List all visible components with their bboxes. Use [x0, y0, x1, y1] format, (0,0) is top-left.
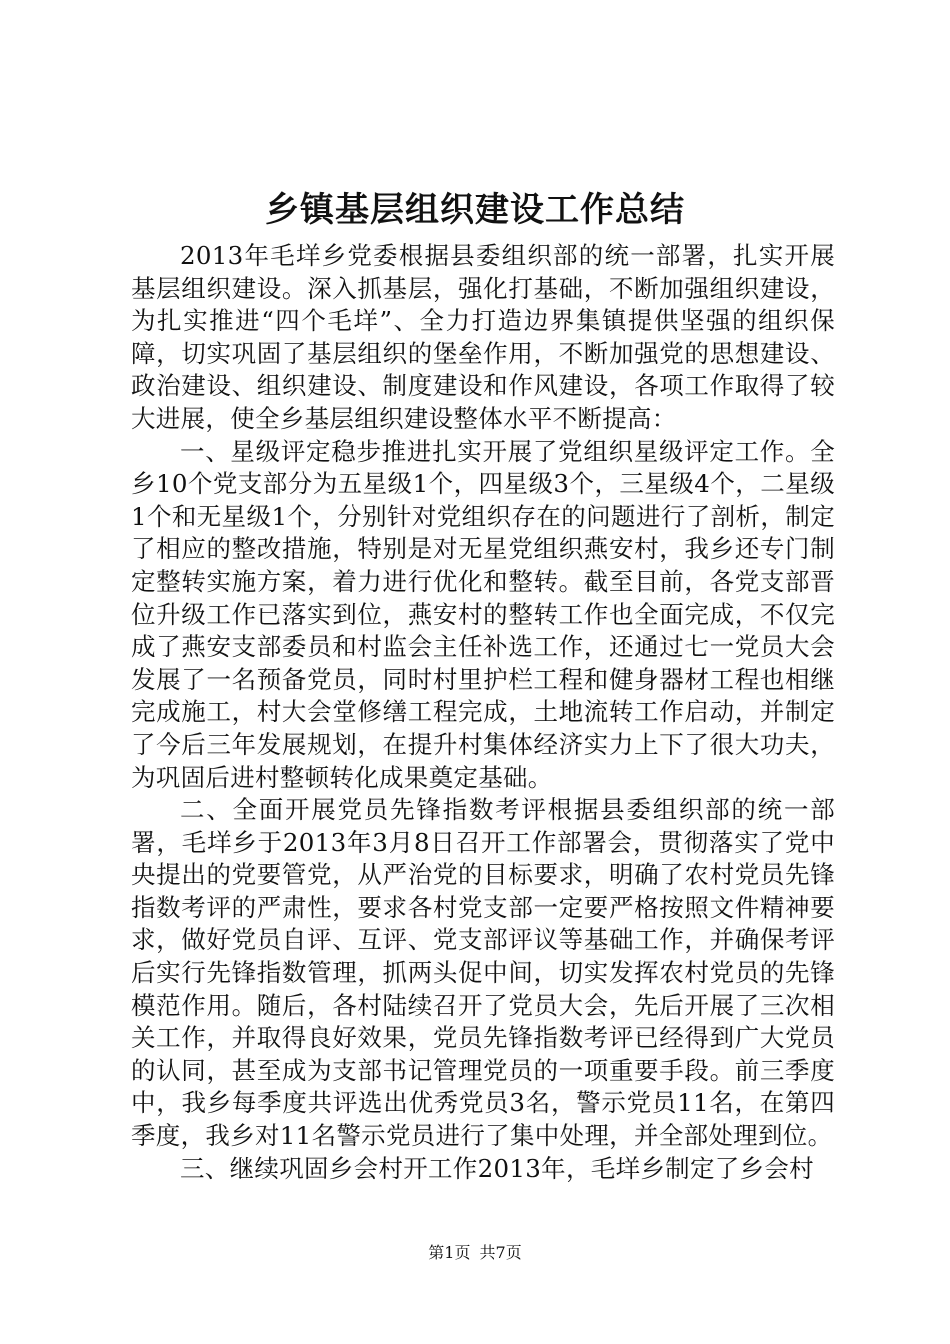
paragraph-section-3: 三、继续巩固乡会村开工作2013年，毛垟乡制定了乡会村	[180, 1153, 814, 1183]
page-number: 第1页	[428, 1243, 471, 1262]
paragraph-intro: 2013年毛垟乡党委根据县委组织部的统一部署，扎实开展基层组织建设。深入抓基层，强化打基础，不断加强组织建设，为扎实推进“四个毛垟”、全力打造边界集镇提供坚强的组织保障，切实巩固了基层组织的堡垒作用，不断加强党的思想建设、政治建设、组织建设、制度建设和作风建设，各项工作取得了较大进展，使全乡基层组织建设整体水平不断提高：	[131, 241, 835, 433]
document-body	[131, 240, 835, 1185]
document-title: 乡镇基层组织建设工作总结	[265, 190, 685, 230]
paragraph-section-1: 一、星级评定稳步推进扎实开展了党组织星级评定工作。全乡10个党支部分为五星级1个，四星级3个，三星级4个，二星级1个和无星级1个，分别针对党组织存在的问题进行了剖析，制定了相应的整改措施，特别是对无星党组织燕安村，我乡还专门制定整转实施方案，着力进行优化和整转。截至目前，各党支部晋位升级工作已落实到位，燕安村的整转工作也全面完成，不仅完成了燕安支部委员和村监会主任补选工作，还通过七一党员大会发展了一名预备党员，同时村里护栏工程和健身器材工程也相继完成施工，村大会堂修缮工程完成，土地流转工作启动，并制定了今后三年发展规划，在提升村集体经济实力上下了很大功夫，为巩固后进村整顿转化成果奠定基础。	[131, 436, 835, 792]
page-footer	[0, 1242, 950, 1264]
page-total: 共7页	[479, 1243, 522, 1262]
paragraph-section-2: 二、全面开展党员先锋指数考评根据县委组织部的统一部署，毛垟乡于2013年3月8日召开工作部署会，贯彻落实了党中央提出的党要管党，从严治党的目标要求，明确了农村党员先锋指数考评的严肃性，要求各村党支部一定要严格按照文件精神要求，做好党员自评、互评、党支部评议等基础工作，并确保考评后实行先锋指数管理，抓两头促中间，切实发挥农村党员的先锋模范作用。随后，各村陆续召开了党员大会，先后开展了三次相关工作，并取得良好效果，党员先锋指数考评已经得到广大党员的认同，甚至成为支部书记管理党员的一项重要手段。前三季度中，我乡每季度共评选出优秀党员3名，警示党员11名，在第四季度，我乡对11名警示党员进行了集中处理，并全部处理到位。	[131, 795, 835, 1151]
